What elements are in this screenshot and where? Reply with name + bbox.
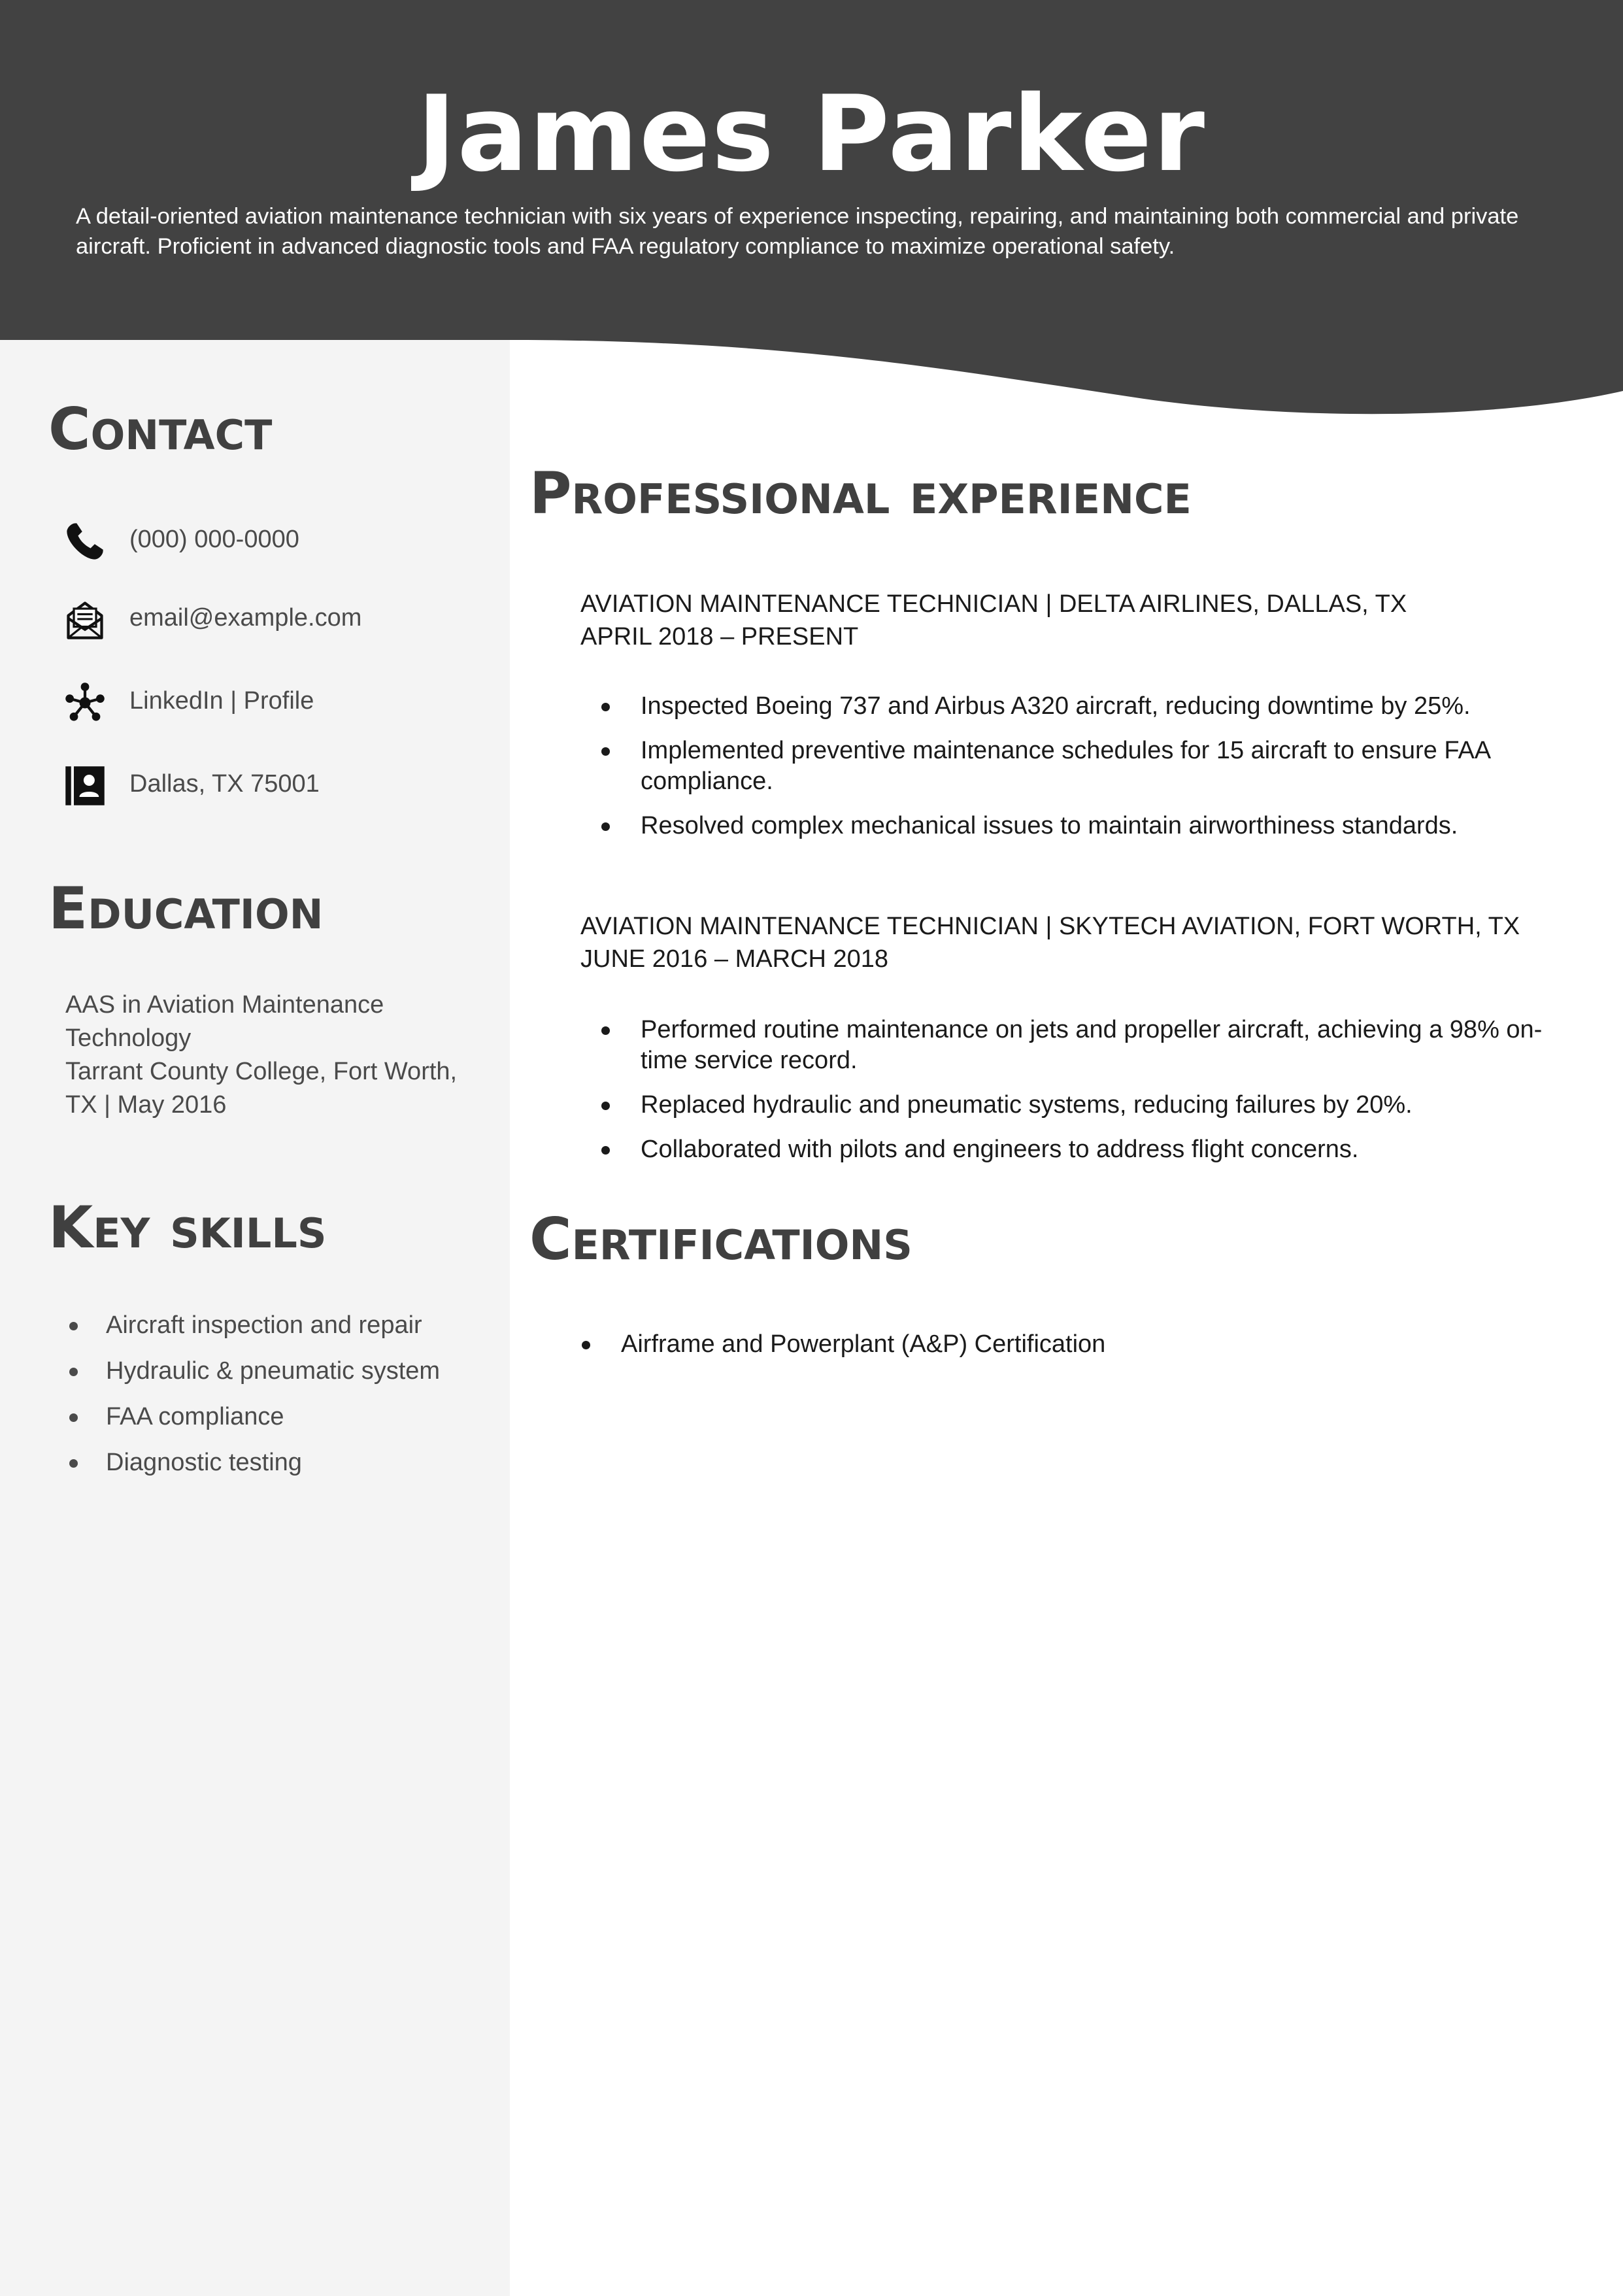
certifications-heading: Certifications (529, 1206, 912, 1273)
skill-item: FAA compliance (68, 1402, 473, 1432)
job-bullet: Implemented preventive maintenance schedules for 15 aircraft to ensure FAA compliance. (601, 735, 1575, 797)
job-bullets (601, 1015, 1575, 1179)
certification-item: Airframe and Powerplant (A&P) Certification (580, 1329, 1561, 1360)
skill-item: Diagnostic testing (68, 1447, 473, 1478)
job-dates: APRIL 2018 – PRESENT (580, 623, 859, 650)
contact-address-text: Dallas, TX 75001 (129, 770, 320, 798)
linkedin-network-icon (63, 681, 107, 725)
job-dates: JUNE 2016 – MARCH 2018 (580, 945, 888, 973)
candidate-name: James Parker (416, 73, 1207, 195)
profile-summary: A detail-oriented aviation maintenance technician with six years of experience inspecting, repairing, and maintaining both commercial and private aircraft. Proficient in advanced diagnostic tools and FAA regulatory compliance to maximize operational safety. (76, 204, 1519, 259)
contact-heading: Contact (48, 396, 273, 463)
skill-item: Aircraft inspection and repair (68, 1310, 473, 1341)
contact-linkedin-text[interactable]: LinkedIn | Profile (129, 687, 314, 715)
skill-item: Hydraulic & pneumatic system (68, 1356, 473, 1387)
job-bullets (601, 691, 1575, 855)
job-bullet: Performed routine maintenance on jets and propeller aircraft, achieving a 98% on-time service record. (601, 1015, 1575, 1076)
job-bullet: Resolved complex mechanical issues to maintain airworthiness standards. (601, 811, 1575, 841)
job-role-company: AVIATION MAINTENANCE TECHNICIAN | SKYTECH AVIATION, FORT WORTH, TX (580, 913, 1520, 940)
experience-heading: Professional experience (529, 460, 1192, 527)
address-book-icon (63, 764, 107, 808)
job-header (580, 910, 1520, 975)
job-header (580, 588, 1407, 653)
contact-email-text[interactable]: email@example.com (129, 604, 362, 632)
job-role-company: AVIATION MAINTENANCE TECHNICIAN | DELTA AIRLINES, DALLAS, TX (580, 590, 1407, 618)
skills-list (68, 1310, 473, 1493)
education-heading: Education (48, 875, 324, 942)
email-icon (63, 598, 107, 642)
job-bullet: Inspected Boeing 737 and Airbus A320 aircraft, reducing downtime by 25%. (601, 691, 1575, 722)
header-banner (0, 0, 1623, 340)
skills-heading: Key skills (48, 1194, 327, 1261)
job-bullet: Replaced hydraulic and pneumatic systems, reducing failures by 20%. (601, 1090, 1575, 1121)
contact-phone-text: (000) 000-0000 (129, 526, 299, 553)
certifications-list (580, 1329, 1561, 1360)
education-degree: AAS in Aviation Maintenance Technology (65, 991, 384, 1052)
education-school: Tarrant County College, Fort Worth, TX | May 2016 (65, 1058, 458, 1119)
education-entry (65, 988, 484, 1122)
job-bullet: Collaborated with pilots and engineers to address flight concerns. (601, 1134, 1575, 1165)
phone-icon (63, 519, 107, 564)
